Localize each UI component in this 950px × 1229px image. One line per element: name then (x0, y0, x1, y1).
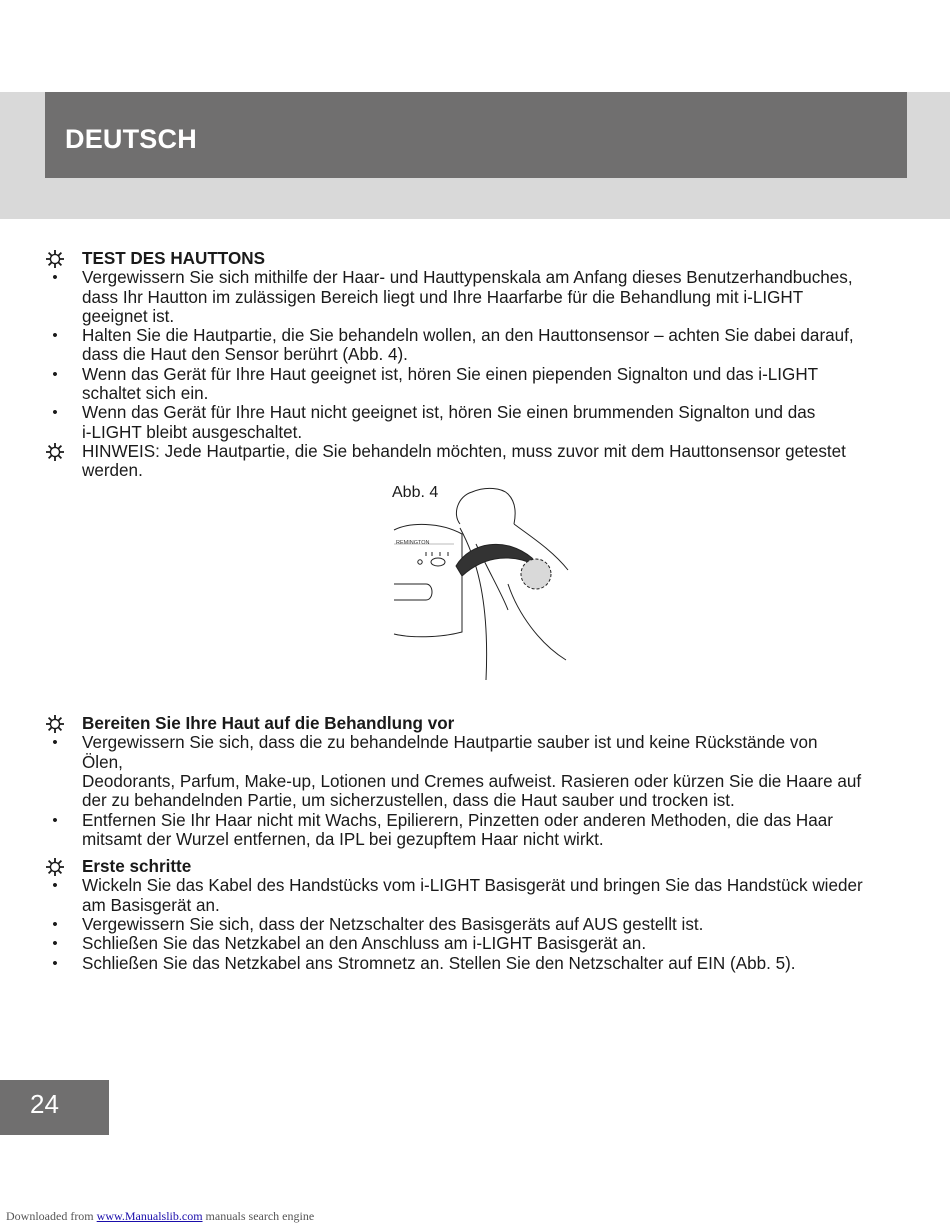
bullet-icon: • (52, 269, 58, 287)
text-line: dass Ihr Hautton im zulässigen Bereich liegt und Ihre Haarfarbe für die Behandlung mit i-LIGHT (82, 287, 804, 307)
device-brand-label: REMINGTON (396, 540, 430, 546)
text-block (82, 876, 902, 915)
text-line: werden. (82, 461, 143, 481)
footer-link[interactable]: www.Manualslib.com (96, 1209, 203, 1223)
sun-icon (45, 442, 65, 466)
text-line: schaltet sich ein. (82, 384, 209, 404)
skin-tone-test-illustration (390, 484, 580, 684)
text-line: geeignet ist. (82, 306, 175, 326)
text-line: Wenn das Gerät für Ihre Haut nicht geeignet ist, hören Sie einen brummenden Signalton und das (82, 403, 816, 423)
bullet-icon: • (52, 734, 58, 752)
text-line: Wickeln Sie das Kabel des Handstücks vom i-LIGHT Basisgerät und bringen Sie das Handstück wieder (82, 876, 863, 896)
text-line: Wenn das Gerät für Ihre Haut geeignet ist, hören Sie einen piependen Signalton und das i-LIGHT (82, 364, 819, 384)
footer (6, 1209, 314, 1224)
footer-prefix: Downloaded from (6, 1209, 94, 1223)
text-line: Entfernen Sie Ihr Haar nicht mit Wachs, Epilierern, Pinzetten oder anderen Methoden, die das Haar (82, 810, 833, 830)
text-block (82, 326, 902, 365)
text-block (82, 857, 902, 876)
text-block (82, 934, 902, 953)
text-block (82, 915, 902, 934)
bullet-icon: • (52, 327, 58, 345)
text-block (82, 442, 902, 481)
footer-suffix: manuals search engine (205, 1209, 315, 1223)
bullet-icon: • (52, 877, 58, 895)
text-line: HINWEIS: Jede Hautpartie, die Sie behandeln möchten, muss zuvor mit dem Hauttonsensor getestet (82, 442, 846, 461)
text-block (82, 365, 902, 404)
text-block (82, 811, 902, 850)
text-line: i-LIGHT bleibt ausgeschaltet. (82, 422, 303, 442)
text-block (82, 954, 902, 973)
text-line: dass die Haut den Sensor berührt (Abb. 4). (82, 345, 408, 365)
page-number-box (0, 1080, 109, 1135)
bullet-icon: • (52, 935, 58, 953)
text-block (82, 403, 902, 442)
text-block (82, 268, 902, 326)
text-line: Vergewissern Sie sich, dass der Netzschalter des Basisgeräts auf AUS gestellt ist. (82, 914, 704, 934)
text-block (82, 249, 902, 268)
figure-label: Abb. 4 (392, 484, 439, 501)
bullet-icon: • (52, 365, 58, 383)
text-block (82, 714, 902, 733)
text-line: Deodorants, Parfum, Make-up, Lotionen und Cremes aufweist. Rasieren oder kürzen Sie die Haare auf (82, 771, 862, 791)
text-line: Schließen Sie das Netzkabel ans Stromnetz an. Stellen Sie den Netzschalter auf EIN (Abb. 5). (82, 953, 796, 973)
text-block (82, 733, 902, 810)
text-line: Bereiten Sie Ihre Haut auf die Behandlung vor (82, 714, 455, 733)
figure-abb-4 (390, 484, 580, 684)
text-line: Vergewissern Sie sich, dass die zu behandelnde Hautpartie sauber ist und keine Rückstände von (82, 733, 818, 753)
text-line: TEST DES HAUTTONS (82, 249, 265, 268)
text-line: Schließen Sie das Netzkabel an den Anschluss am i-LIGHT Basisgerät an. (82, 934, 647, 954)
page-title: DEUTSCH (65, 124, 197, 154)
bullet-icon: • (52, 915, 58, 933)
text-line: Erste schritte (82, 857, 192, 876)
header-bar (45, 92, 907, 178)
page-number: 24 (30, 1089, 59, 1119)
text-line: Halten Sie die Hautpartie, die Sie behandeln wollen, an den Hauttonsensor – achten Sie dabei darauf, (82, 326, 854, 346)
text-line: der zu behandelnden Partie, um sicherzustellen, dass die Haut sauber und trocken ist. (82, 791, 735, 811)
bullet-icon: • (52, 404, 58, 422)
text-line: Ölen, (82, 752, 123, 772)
bullet-icon: • (52, 811, 58, 829)
text-line: Vergewissern Sie sich mithilfe der Haar- und Hauttypenskala am Anfang dieses Benutzerhandbuches, (82, 268, 853, 288)
bullet-icon: • (52, 954, 58, 972)
text-line: mitsamt der Wurzel entfernen, da IPL bei gezupftem Haar nicht wirkt. (82, 829, 604, 849)
text-line: am Basisgerät an. (82, 895, 220, 915)
